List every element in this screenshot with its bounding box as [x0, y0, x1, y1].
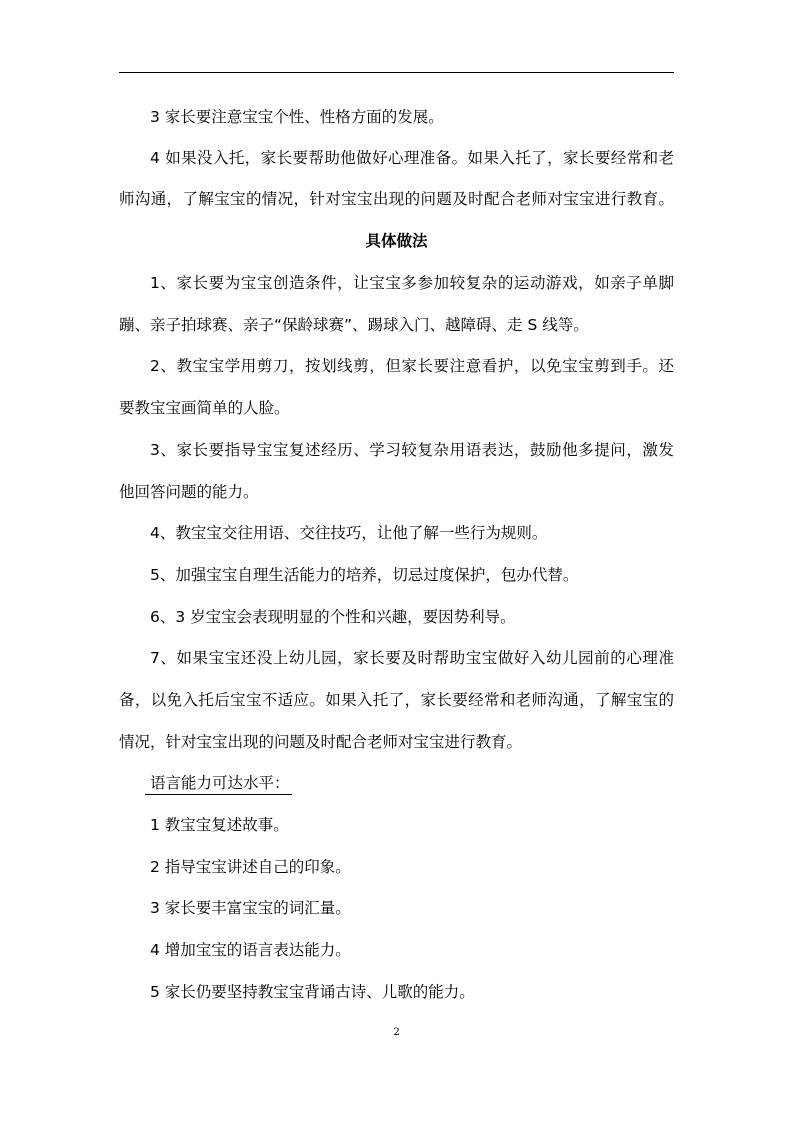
list-item: 3 家长要丰富宝宝的词汇量。 — [150, 899, 351, 917]
list-item: 2 指导宝宝讲述自己的印象。 — [150, 858, 351, 876]
paragraph-line: 要教宝宝画简单的人脸。 — [119, 399, 290, 417]
paragraph-line: 7、如果宝宝还没上幼儿园，家长要及时帮助宝宝做好入幼儿园前的心理准 — [150, 649, 674, 667]
paragraph-line: 6、3 岁宝宝会表现明显的个性和兴趣，要因势利导。 — [150, 608, 516, 626]
paragraph-line: 他回答问题的能力。 — [119, 483, 259, 501]
paragraph-line: 4 如果没入托，家长要帮助他做好心理准备。如果入托了，家长要经常和老 — [150, 149, 674, 167]
section-heading: 具体做法 — [365, 232, 428, 250]
paragraph-line: 3 家长要注意宝宝个性、性格方面的发展。 — [150, 108, 444, 126]
page-number: 2 — [393, 1027, 400, 1038]
paragraph-line: 5、加强宝宝自理生活能力的培养，切忌过度保护，包办代替。 — [150, 566, 579, 584]
paragraph-line: 2、教宝宝学用剪刀，按划线剪，但家长要注意看护，以免宝宝剪到手。还 — [150, 357, 674, 375]
list-item: 5 家长仍要坚持教宝宝背诵古诗、儿歌的能力。 — [150, 983, 475, 1001]
paragraph-line: 1、家长要为宝宝创造条件，让宝宝多参加较复杂的运动游戏，如亲子单脚 — [150, 274, 674, 292]
header-rule — [119, 72, 674, 73]
paragraph-line: 4、教宝宝交往用语、交往技巧，让他了解一些行为规则。 — [150, 524, 548, 542]
paragraph-line: 3、家长要指导宝宝复述经历、学习较复杂用语表达，鼓励他多提问，激发 — [150, 441, 674, 459]
list-item: 1 教宝宝复述故事。 — [150, 816, 289, 834]
list-item: 4 增加宝宝的语言表达能力。 — [150, 941, 351, 959]
paragraph-line: 师沟通，了解宝宝的情况，针对宝宝出现的问题及时配合老师对宝宝进行教育。 — [119, 190, 674, 208]
paragraph-line: 蹦、亲子拍球赛、亲子“保龄球赛”、踢球入门、越障碍、走 S 线等。 — [119, 316, 589, 334]
underlined-subheading: 语言能力可达水平： — [145, 773, 292, 795]
paragraph-line: 情况，针对宝宝出现的问题及时配合老师对宝宝进行教育。 — [119, 733, 523, 751]
paragraph-line: 备，以免入托后宝宝不适应。如果入托了，家长要经常和老师沟通，了解宝宝的 — [119, 691, 674, 709]
